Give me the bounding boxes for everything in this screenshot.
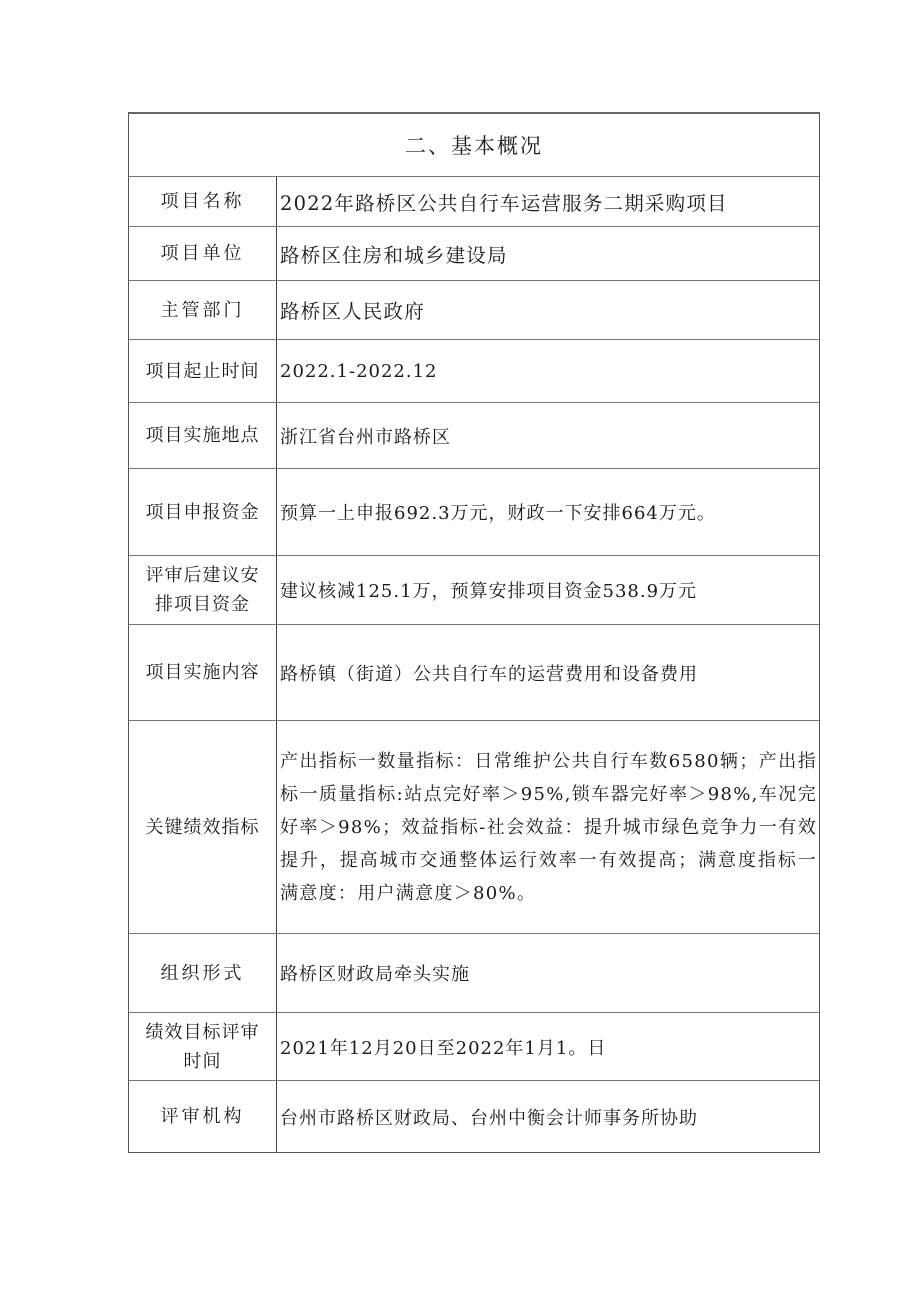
row-label: 项目实施内容 xyxy=(129,625,277,720)
row-label: 评审机构 xyxy=(129,1081,277,1152)
row-value: 路桥区住房和城乡建设局 xyxy=(280,243,508,267)
row-value: 浙江省台州市路桥区 xyxy=(280,426,451,448)
basic-overview-table xyxy=(128,112,820,1153)
row-value: 路桥区人民政府 xyxy=(280,300,425,323)
row-value: 2021年12月20日至2022年1月1。日 xyxy=(280,1037,607,1059)
row-value: 预算一上申报692.3万元，财政一下安排664万元。 xyxy=(280,503,716,524)
table-row-project-period xyxy=(129,340,819,403)
table-row-key-performance-indicators xyxy=(129,721,819,934)
table-row-review-time xyxy=(129,1013,819,1081)
table-row-supervising-department xyxy=(129,281,819,340)
row-value: 2022年路桥区公共自行车运营服务二期采购项目 xyxy=(280,191,728,215)
table-row-project-name xyxy=(129,177,819,227)
row-label: 项目申报资金 xyxy=(129,469,277,555)
section-title: 二、基本概况 xyxy=(129,114,819,177)
table-row-project-location xyxy=(129,403,819,469)
row-label: 项目实施地点 xyxy=(129,403,277,468)
table-row-review-agency xyxy=(129,1081,819,1152)
table-row-declared-funds xyxy=(129,469,819,556)
row-value: 台州市路桥区财政局、台州中衡会计师事务所协助 xyxy=(280,1107,698,1129)
row-label: 关键绩效指标 xyxy=(129,721,277,933)
row-value: 建议核减125.1万，预算安排项目资金538.9万元 xyxy=(280,581,698,602)
row-value: 产出指标一数量指标：日常维护公共自行车数6580辆；产出指标一质量指标:站点完好率＞95%,锁车器完好率＞98%,车况完好率＞98%；效益指标-社会效益：提升城市绿色竞争力一有效提升，提高城市交通整体运行效率一有效提高；满意度指标一满意度：用户满意度＞80%。 xyxy=(280,750,817,904)
table-row-implementation-content xyxy=(129,625,819,721)
row-label: 项目单位 xyxy=(129,227,277,280)
row-label: 组织形式 xyxy=(129,934,277,1012)
row-value: 路桥区财政局牵头实施 xyxy=(280,964,470,985)
row-label: 评审后建议安排项目资金 xyxy=(129,556,277,624)
table-row-project-unit xyxy=(129,227,819,281)
row-value: 2022.1-2022.12 xyxy=(280,360,438,382)
row-value: 路桥镇（街道）公共自行车的运营费用和设备费用 xyxy=(280,663,698,685)
table-row-organization-form xyxy=(129,934,819,1013)
row-label: 项目起止时间 xyxy=(129,340,277,402)
row-label: 主管部门 xyxy=(129,281,277,339)
row-label: 项目名称 xyxy=(129,177,277,226)
table-row-recommended-funds xyxy=(129,556,819,625)
row-label: 绩效目标评审时间 xyxy=(129,1013,277,1080)
